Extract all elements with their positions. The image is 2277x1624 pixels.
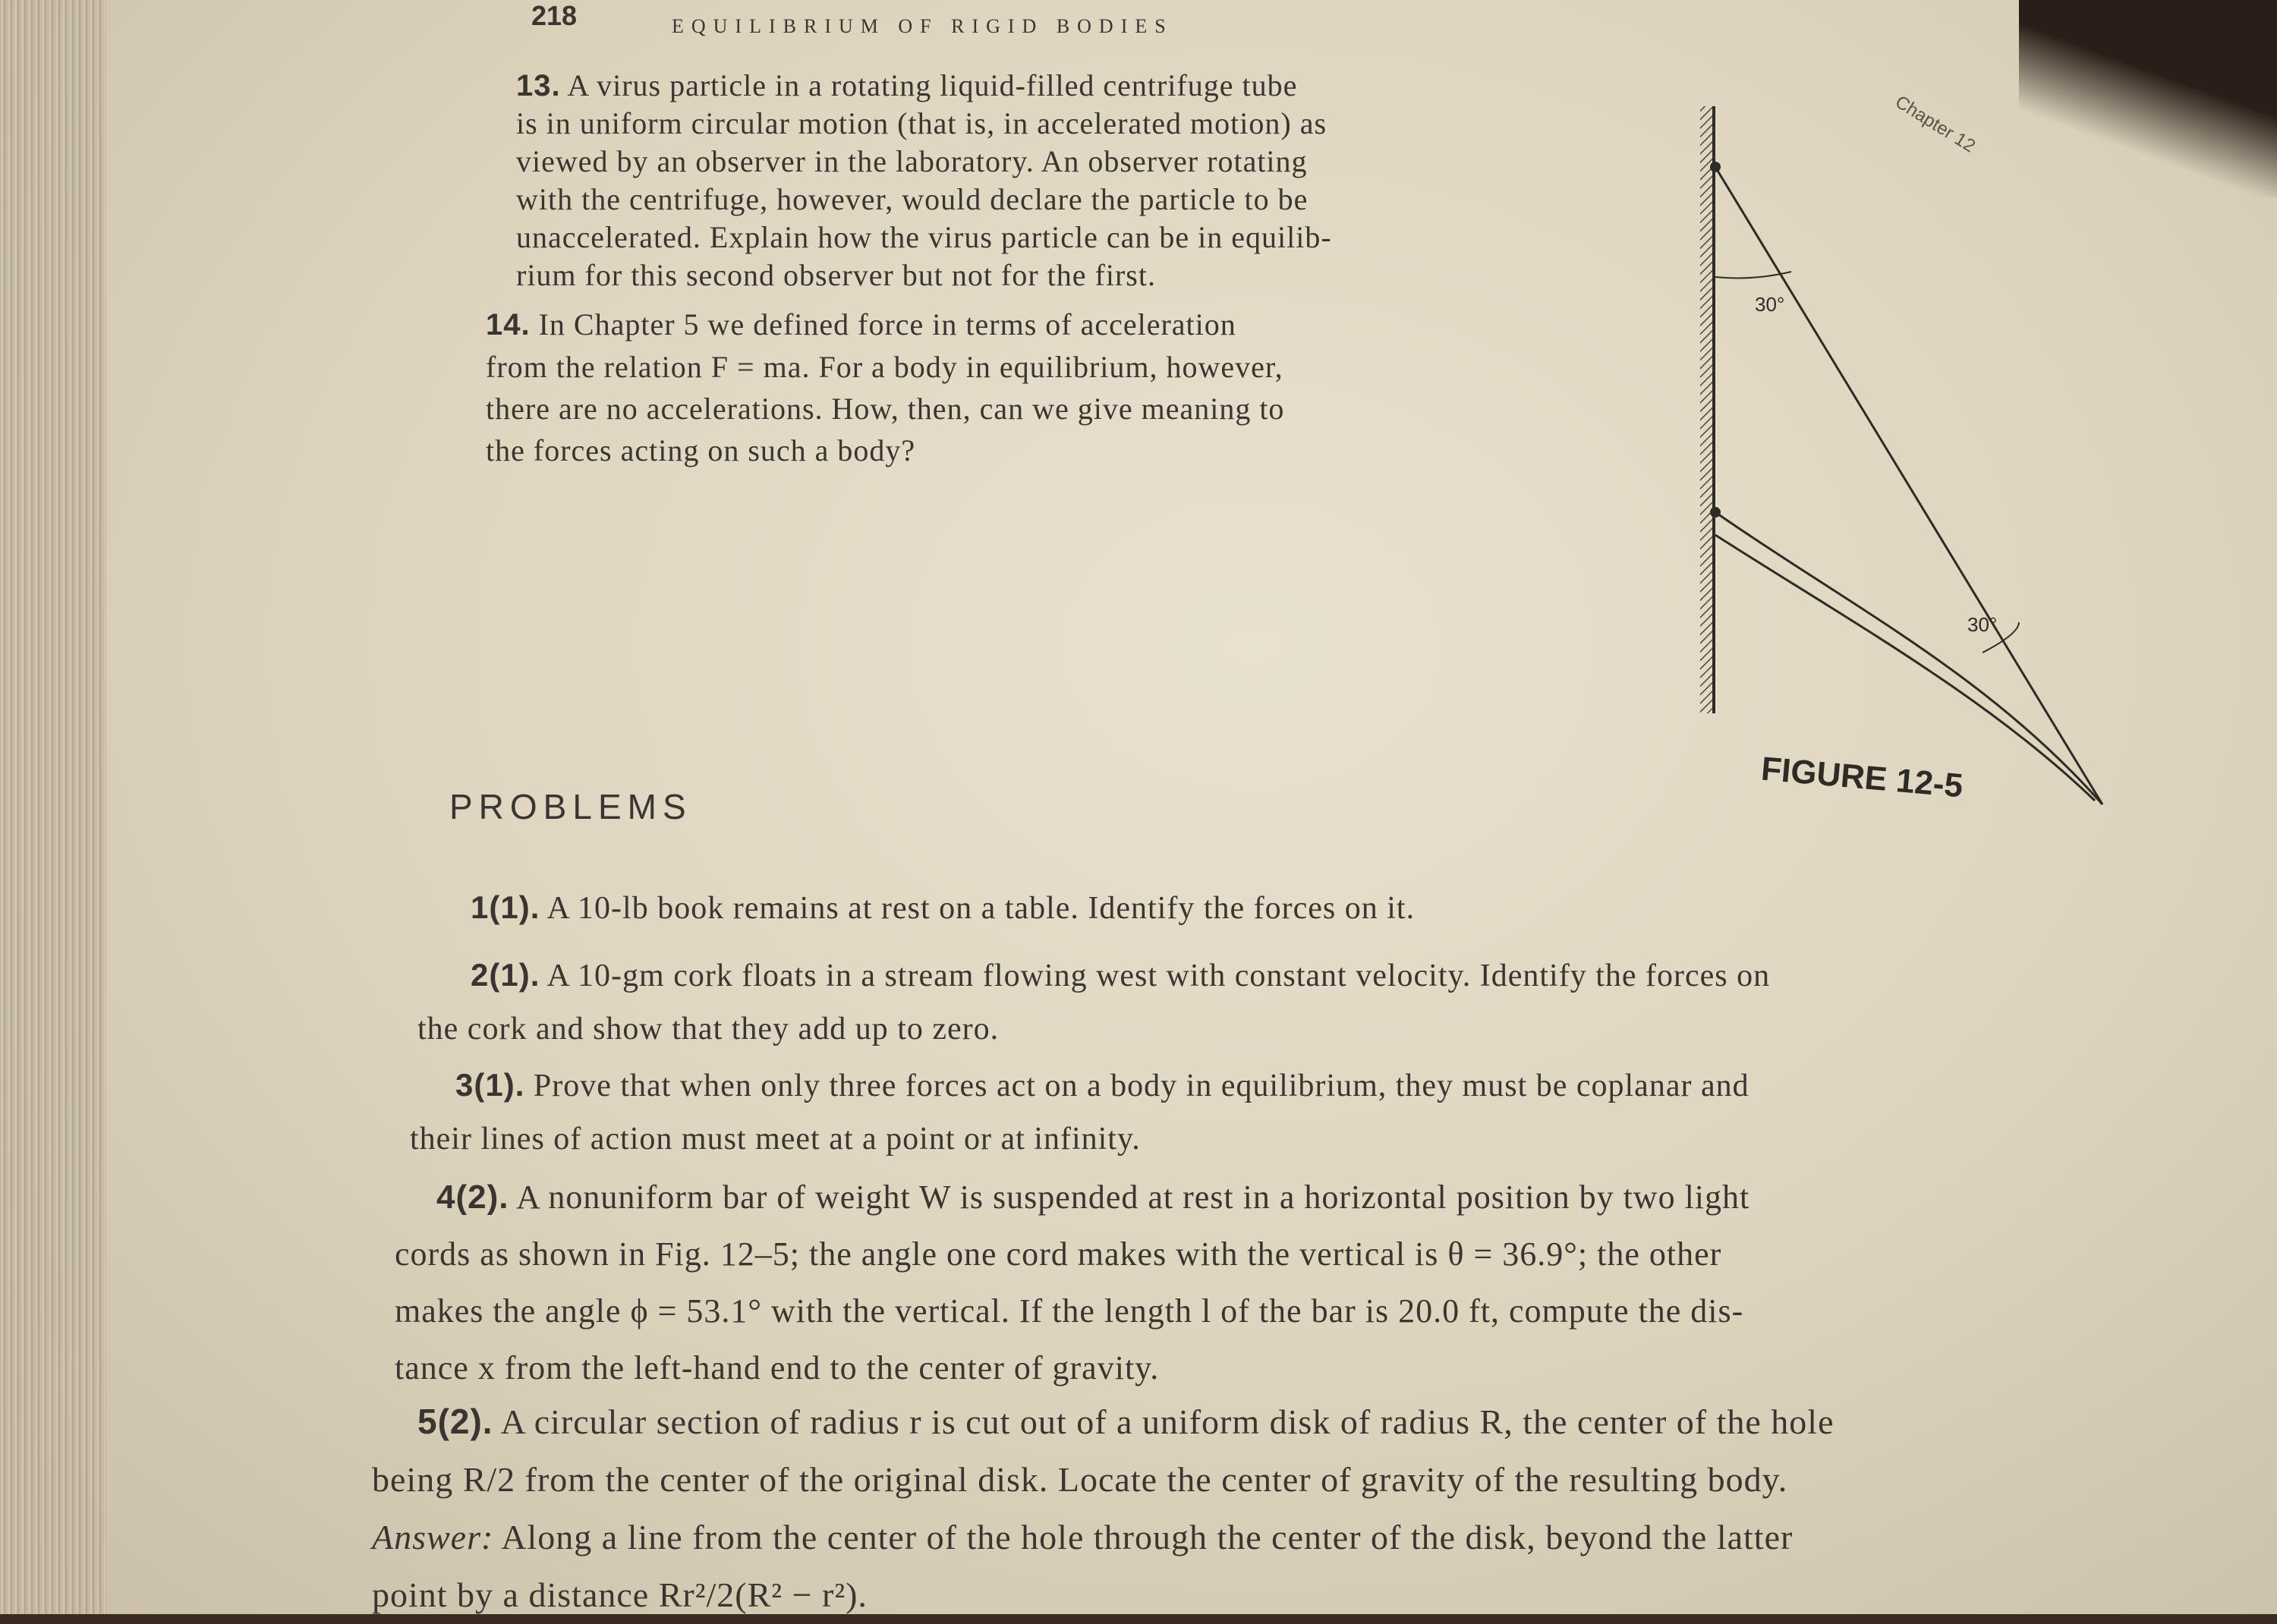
question-line: rium for this second observer but not for the first. [516,258,1156,292]
problem-line: cords as shown in Fig. 12–5; the angle one cord makes with the vertical is θ = 36.9°; the other [395,1235,1722,1273]
answer-label: Answer: [372,1518,494,1556]
problem-line: Prove that when only three forces act on a body in equilibrium, they must be coplanar and [533,1069,1749,1103]
problem-line: point by a distance Rr²/2(R² − r²). [372,1575,868,1614]
problem-number: 4(2). [436,1179,509,1216]
question-line: from the relation F = ma. For a body in equilibrium, however, [486,350,1283,384]
problem-5 [372,1393,1835,1624]
question-line: the forces acting on such a body? [486,433,916,467]
lower-attachment-point [1710,507,1721,518]
page-number: 218 [531,0,578,31]
book-spine [0,0,106,1614]
question-13 [516,67,1332,294]
upper-cord [1715,167,2102,804]
problem-number: 5(2). [417,1402,493,1441]
problem-line: A 10-gm cork floats in a stream flowing west with constant velocity. Identify the forces on [546,958,1771,993]
question-line: is in uniform circular motion (that is, in accelerated motion) as [516,106,1327,140]
problem-number: 2(1). [471,957,540,993]
chapter-side-tab: Chapter 12 [1891,91,1979,157]
upper-attachment-point [1710,162,1721,172]
question-line: with the centrifuge, however, would declare the particle to be [516,182,1309,216]
figure-12-5-diagram [1700,76,2125,820]
question-line: A virus particle in a rotating liquid-filled centrifuge tube [567,68,1298,102]
problem-2 [417,949,1770,1056]
question-14 [486,304,1284,471]
problem-line: makes the angle ϕ = 53.1° with the vertical. If the length l of the bar is 20.0 ft, compute the dis- [395,1292,1744,1330]
question-line: viewed by an observer in the laboratory. An observer rotating [516,144,1308,178]
angle-label-bottom: 30° [1967,613,1998,636]
problem-4 [395,1169,1749,1396]
problem-1 [471,889,1415,927]
problems-heading: PROBLEMS [449,787,692,826]
question-line: unaccelerated. Explain how the virus particle can be in equilib- [516,220,1332,254]
problem-line: A 10-lb book remains at rest on a table. Identify the forces on it. [546,891,1416,926]
running-title: EQUILIBRIUM OF RIGID BODIES [672,15,1173,37]
angle-label-top: 30° [1755,293,1785,316]
question-number: 14. [486,308,531,341]
problem-line: Along a line from the center of the hole through the center of the disk, beyond the latter [501,1518,1794,1556]
problem-line: their lines of action must meet at a point or at infinity. [410,1122,1141,1157]
problem-line: tance x from the left-hand end to the center of gravity. [395,1349,1160,1386]
problem-3 [410,1059,1749,1166]
problem-number: 3(1). [455,1067,525,1103]
figure-caption: FIGURE 12-5 [1759,750,1965,805]
question-number: 13. [516,69,561,102]
problem-line: the cork and show that they add up to zero. [417,1012,1000,1046]
question-line: there are no accelerations. How, then, can we give meaning to [486,392,1285,426]
wall-hatching [1700,106,1714,713]
question-line: In Chapter 5 we defined force in terms of acceleration [538,307,1236,341]
problem-line: A nonuniform bar of weight W is suspended at rest in a horizontal position by two light [516,1179,1750,1216]
problem-number: 1(1). [471,889,540,925]
problem-line: A circular section of radius r is cut out of a uniform disk of radius R, the center of the hole [500,1402,1835,1441]
problem-line: being R/2 from the center of the original disk. Locate the center of gravity of the resulting body. [372,1460,1788,1499]
